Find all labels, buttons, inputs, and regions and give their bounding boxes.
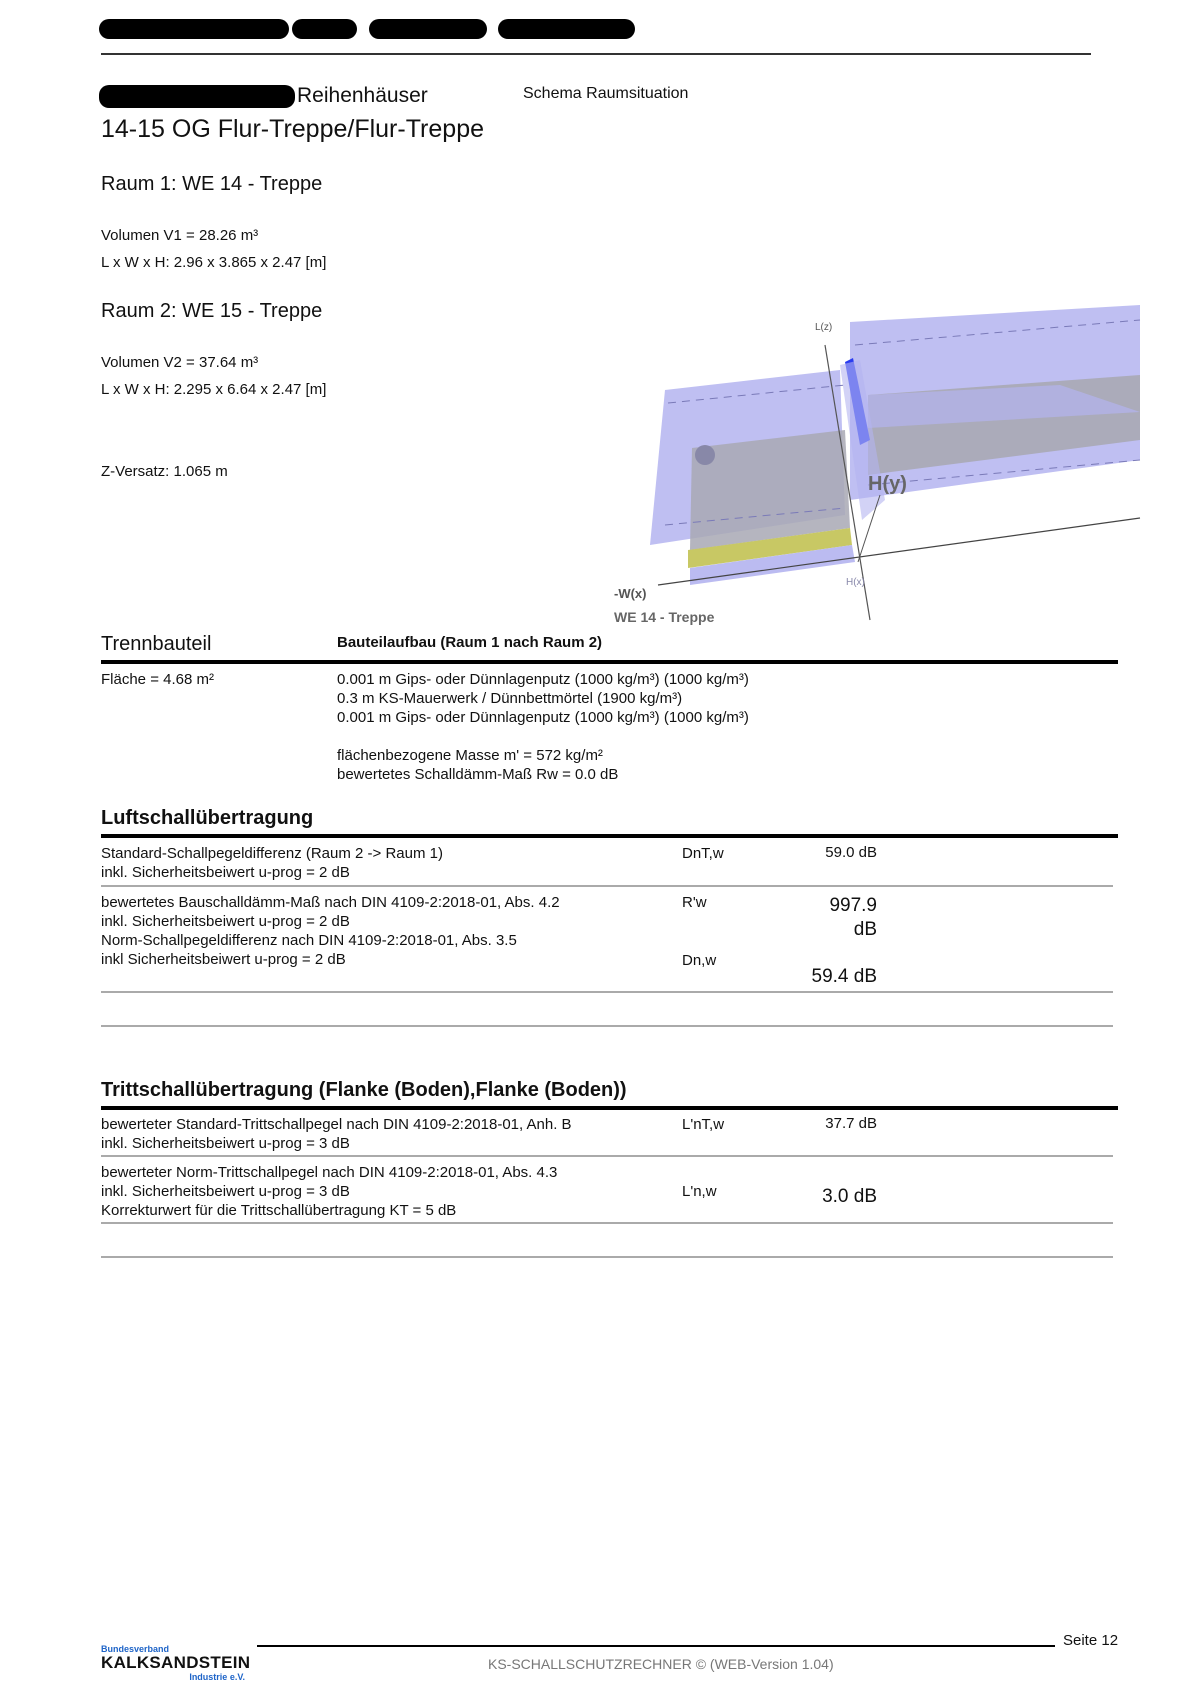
- room-2-dims: L x W x H: 2.295 x 6.64 x 2.47 [m]: [101, 381, 327, 398]
- room-1-heading: Raum 1: WE 14 - Treppe: [101, 173, 323, 195]
- luft-row-2-line-1: bewertetes Bauschalldämm-Maß nach DIN 4109-2:2018-01, Abs. 4.2: [101, 894, 560, 911]
- room-2-volume: Volumen V2 = 37.64 m³: [101, 354, 259, 371]
- source-marker: [695, 445, 715, 465]
- tritt-row-2-line-3: Korrekturwert für die Trittschallübertragung KT = 5 dB: [101, 1202, 457, 1219]
- tritt-row-divider-2: [101, 1222, 1113, 1224]
- schema-label: Schema Raumsituation: [523, 85, 689, 102]
- logo-bottom: Industrie e.V.: [189, 1672, 245, 1682]
- masse: flächenbezogene Masse m' = 572 kg/m²: [337, 747, 603, 764]
- tritt-row-2-line-2: inkl. Sicherheitsbeiwert u-prog = 3 dB: [101, 1183, 350, 1200]
- tritt-row-1-symbol: L'nT,w: [682, 1116, 725, 1133]
- layer-3: 0.001 m Gips- oder Dünnlagenputz (1000 kg/m³) (1000 kg/m³): [337, 709, 749, 726]
- luftschall-rule: [101, 834, 1118, 838]
- redacted-project-name: [99, 85, 295, 108]
- axis-wx-label: -W(x): [614, 586, 647, 601]
- flaeche: Fläche = 4.68 m²: [101, 671, 214, 688]
- room-schema-diagram: [600, 300, 1140, 625]
- luft-row-2-line-3: Norm-Schallpegeldifferenz nach DIN 4109-2:2018-01, Abs. 3.5: [101, 932, 517, 949]
- trittschall-heading: Trittschallübertragung (Flanke (Boden),Flanke (Boden)): [101, 1079, 627, 1101]
- project-suffix: Reihenhäuser: [297, 84, 428, 107]
- room-caption: WE 14 - Treppe: [614, 609, 715, 625]
- trennbauteil-rule: [101, 660, 1118, 664]
- redacted-header-2: [292, 19, 357, 39]
- header-divider: [101, 53, 1091, 55]
- footer-divider: [257, 1645, 1055, 1647]
- tritt-row-divider-3: [101, 1256, 1113, 1258]
- luft-row-1-line-2: inkl. Sicherheitsbeiwert u-prog = 2 dB: [101, 864, 350, 881]
- rw: bewertetes Schalldämm-Maß Rw = 0.0 dB: [337, 766, 619, 783]
- tritt-row-2-symbol: L'n,w: [682, 1183, 717, 1200]
- tritt-row-divider-1: [101, 1155, 1113, 1157]
- logo-top: Bundesverband: [101, 1644, 170, 1654]
- trennbauteil-subheading: Bauteilaufbau (Raum 1 nach Raum 2): [337, 634, 603, 651]
- luft-row-divider-2: [101, 991, 1113, 993]
- trennbauteil-heading: Trennbauteil: [101, 633, 212, 655]
- redacted-header-3: [369, 19, 487, 39]
- room-1-volume: Volumen V1 = 28.26 m³: [101, 227, 259, 244]
- luft-row-2-unit: dB: [853, 919, 877, 940]
- axis-hx-label: H(x): [846, 577, 865, 588]
- luft-row-2-value-2: 59.4 dB: [811, 966, 877, 987]
- luft-row-1-line-1: Standard-Schallpegeldifferenz (Raum 2 -> Raum 1): [101, 845, 443, 862]
- axis-hy-label: H(y): [868, 473, 907, 495]
- page-number: Seite 12: [1063, 1632, 1119, 1649]
- tritt-row-1-line-2: inkl. Sicherheitsbeiwert u-prog = 3 dB: [101, 1135, 350, 1152]
- redacted-header-1: [99, 19, 289, 39]
- page-title: 14-15 OG Flur-Treppe/Flur-Treppe: [101, 115, 484, 143]
- kalksandstein-logo: [101, 1644, 251, 1682]
- tritt-row-1-value: 37.7 dB: [825, 1115, 877, 1132]
- luft-row-2-symbol-2: Dn,w: [682, 952, 717, 969]
- tritt-row-2-line-1: bewerteter Norm-Trittschallpegel nach DIN 4109-2:2018-01, Abs. 4.3: [101, 1164, 558, 1181]
- logo-main: KALKSANDSTEIN: [101, 1653, 251, 1672]
- luft-row-1-symbol: DnT,w: [682, 845, 724, 862]
- luft-row-2-line-2: inkl. Sicherheitsbeiwert u-prog = 2 dB: [101, 913, 350, 930]
- footer-app-version: KS-SCHALLSCHUTZRECHNER © (WEB-Version 1.04): [488, 1656, 834, 1672]
- tritt-row-2-value: 3.0 dB: [822, 1186, 877, 1207]
- luft-row-divider-1: [101, 885, 1113, 887]
- luft-row-1-value: 59.0 dB: [825, 844, 877, 861]
- layer-2: 0.3 m KS-Mauerwerk / Dünnbettmörtel (1900 kg/m³): [337, 690, 683, 707]
- room-2-heading: Raum 2: WE 15 - Treppe: [101, 300, 323, 322]
- redacted-header-4: [498, 19, 635, 39]
- luft-row-2-symbol: R'w: [682, 894, 707, 911]
- axis-lz-label: L(z): [815, 322, 833, 333]
- luft-row-2-value: 997.9: [829, 895, 877, 916]
- tritt-row-1-line-1: bewerteter Standard-Trittschallpegel nach DIN 4109-2:2018-01, Anh. B: [101, 1116, 572, 1133]
- z-versatz: Z-Versatz: 1.065 m: [101, 463, 228, 480]
- room-1-dims: L x W x H: 2.96 x 3.865 x 2.47 [m]: [101, 254, 327, 271]
- luft-row-2-line-4: inkl Sicherheitsbeiwert u-prog = 2 dB: [101, 951, 346, 968]
- luft-row-divider-3: [101, 1025, 1113, 1027]
- luftschall-heading: Luftschallübertragung: [101, 807, 314, 829]
- trittschall-rule: [101, 1106, 1118, 1110]
- layer-1: 0.001 m Gips- oder Dünnlagenputz (1000 kg/m³) (1000 kg/m³): [337, 671, 749, 688]
